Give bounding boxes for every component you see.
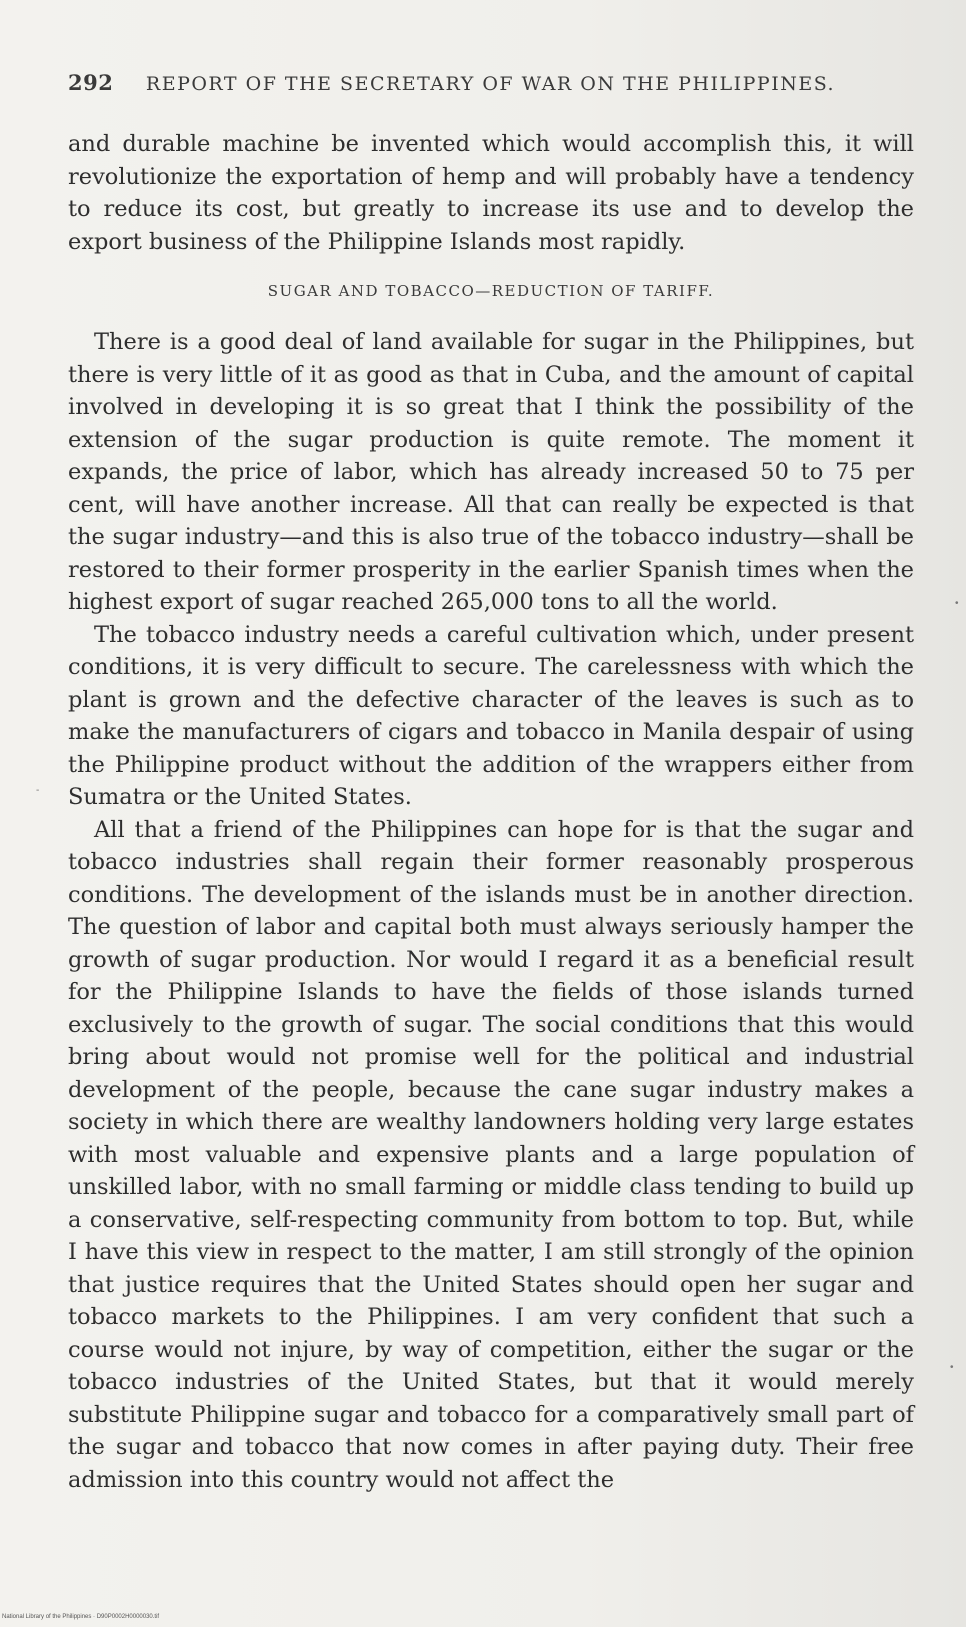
scan-credit: National Library of the Philippines · D90P0002H0000030.tif [2,1614,160,1620]
paragraph-continuation: and durable machine be invented which would accomplish this, it will revolutionize the exportation of hemp and will probably have a tendency to reduce its cost, but greatly to increase its use and to develop the export business of the Philippine Islands most rapidly. [68,131,914,255]
section-heading: SUGAR AND TOBACCO—REDUCTION OF TARIFF. [267,282,715,300]
body-text [68,128,914,1496]
running-head [68,70,908,95]
paragraph-friend-of-philippines: All that a friend of the Philippines can hope for is that the sugar and tobacco industries shall regain their former reasonably prosperous conditions. The development of the islands must be in another direction. The question of labor and capital both must always seriously hamper the growth of sugar production. Nor would I regard it as a beneficial result for the Philippine Islands to have the fields of those islands turned exclusively to the growth of sugar. The social conditions that this would bring about would not promise well for the political and industrial development of the people, because the cane sugar industry makes a society in which there are wealthy landowners holding very large estates with most valuable and expensive plants and a large population of unskilled labor, with no small farming or middle class tending to build up a conservative, self-respecting community from bottom to top. But, while I have this view in respect to the matter, I am still strongly of the opinion that justice requires that the United States should open her sugar and tobacco markets to the Philippines. I am very confident that such a course would not injure, by way of competition, either the sugar or the tobacco industries of the United States, but that it would merely substitute Philippine sugar and tobacco for a comparatively small part of the sugar and tobacco that now comes in after paying duty. Their free admission into this country would not affect the [68,816,914,1493]
margin-dot: • [950,1362,954,1373]
running-head-title: REPORT OF THE SECRETARY OF WAR ON THE PHILIPPINES. [145,73,836,95]
margin-dot: • [955,598,959,609]
paragraph-tobacco-industry: The tobacco industry needs a careful cultivation which, under present conditions, it is very difficult to secure. The carelessness with which the plant is grown and the defective character of the leaves is such as to make the manufacturers of cigars and tobacco in Manila despair of using the Philippine product without the addition of the wrappers either from Sumatra or the United States. [68,621,914,810]
paragraph-sugar-land: There is a good deal of land available for sugar in the Philippines, but there is very little of it as good as that in Cuba, and the amount of capital involved in developing it is so great that I think the possibility of the extension of the sugar production is quite remote. The moment it expands, the price of labor, which has already increased 50 to 75 per cent, will have another increase. All that can really be expected is that the sugar industry—and this is also true of the tobacco industry—shall be restored to their former prosperity in the earlier Spanish times when the highest export of sugar reached 265,000 tons to all the world. [68,329,914,615]
page-number: 292 [68,70,114,95]
margin-dash: - [36,785,40,796]
